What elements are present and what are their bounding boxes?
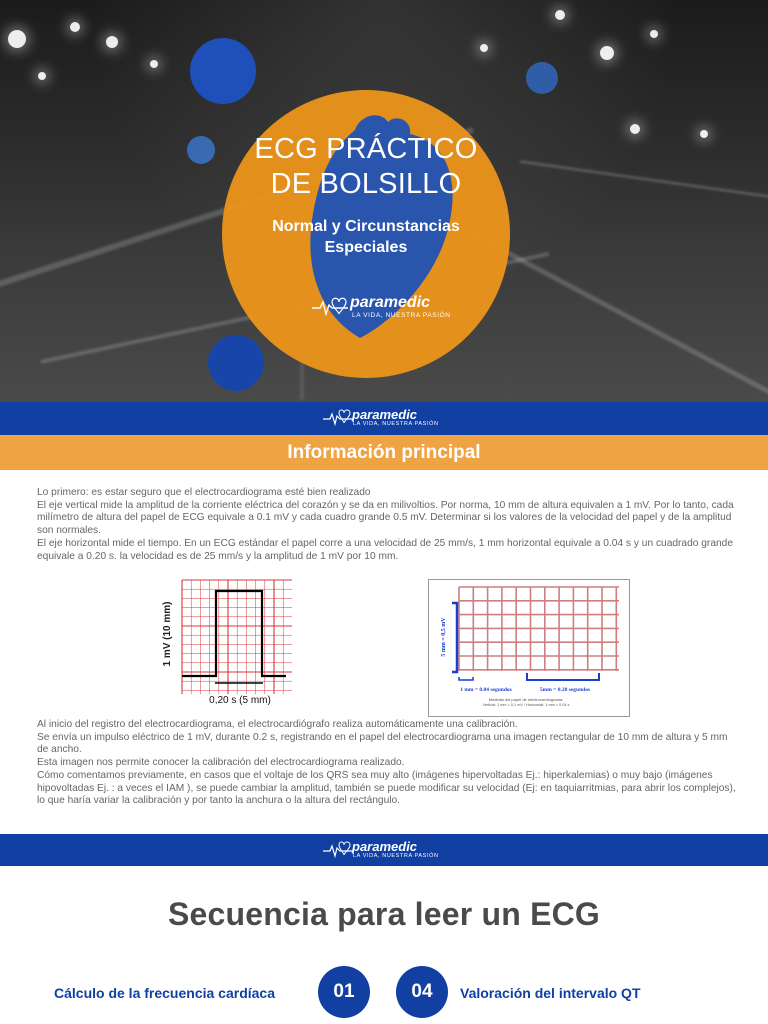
intro-line: El eje vertical mide la amplitud de la corriente eléctrica del corazón y se da en milivoltios. Por norma, 10 mm de altura equivalen a 1 mV. Por lo tanto, cada milímetro de altura del papel de ECG equivale a 0.1 mV y cada cuadro grande 0.5 mV. Determinar si los valores de la velocidad del papel y de la amplitud son normales.	[37, 499, 734, 537]
street-light	[630, 124, 640, 134]
step-number-04: 04	[396, 966, 448, 1018]
body-line: Al inicio del registro del electrocardiograma, el electrocardiógrafo realiza automáticamente una calibración.	[37, 719, 518, 730]
logo-tagline: LA VIDA, NUESTRA PASIÓN	[353, 853, 439, 859]
logo-tagline: LA VIDA, NUESTRA PASIÓN	[352, 312, 451, 319]
body-line: Se envía un impulso eléctrico de 1 mV, durante 0.2 s, registrando en el papel del electrocardiograma una imagen rectangular de 10 mm de altura y 5 mm de ancho.	[37, 731, 728, 756]
calibration-ylabel: 1 mV (10 mm)	[162, 601, 173, 667]
paper-caption: Vertical: 1 mm = 0,1 mV / Horizontal: 1 mm = 0.04 s	[482, 703, 570, 707]
street-light	[480, 44, 488, 52]
paramedic-logo	[322, 839, 452, 861]
light-streak	[520, 160, 768, 205]
step-label-heart-rate: Cálculo de la frecuencia cardíaca	[54, 985, 275, 1001]
street-light	[555, 10, 565, 20]
vertical-label: 5 mm = 0,5 mV	[441, 617, 447, 657]
big-box-label: 5mm = 0.20 segundos	[539, 687, 591, 693]
street-light	[650, 30, 658, 38]
decorative-circle	[187, 136, 215, 164]
sequence-title: Secuencia para leer un ECG	[167, 896, 601, 932]
body-text	[37, 719, 737, 808]
body-line: Esta imagen nos permite conocer la calibración del electrocardiograma realizado.	[37, 757, 405, 769]
small-box-label: 1 mm = 0.04 segundos	[460, 687, 512, 693]
street-light	[150, 60, 158, 68]
street-light	[38, 72, 46, 80]
step-label-qt-interval: Valoración del intervalo QT	[460, 985, 641, 1001]
street-light	[700, 130, 708, 138]
section-heading: Información principal	[0, 435, 768, 470]
logo-heart-icon	[322, 407, 354, 429]
decorative-circle	[190, 38, 256, 104]
cover-title: ECG PRÁCTICO DE BOLSILLO	[254, 133, 478, 200]
brand-bar	[0, 402, 768, 435]
cover-photo	[0, 0, 768, 402]
logo-tagline: LA VIDA, NUESTRA PASIÓN	[353, 421, 439, 427]
logo-wordmark: paramedic	[350, 294, 431, 311]
logo-heart-icon	[322, 839, 354, 861]
decorative-circle	[208, 335, 264, 391]
street-light	[600, 46, 614, 60]
calibration-xlabel: 0,20 s (5 mm)	[209, 695, 271, 706]
light-streak	[468, 230, 768, 402]
step-number-01: 01	[318, 966, 370, 1018]
logo-wordmark: paramedic	[352, 407, 418, 422]
ecg-paper-figure	[428, 579, 630, 717]
calibration-pulse	[182, 591, 286, 676]
street-light	[8, 30, 26, 48]
paper-caption: Medidas del papel de electrocardiograma:	[488, 697, 564, 702]
paramedic-logo	[322, 407, 452, 429]
body-line: Cómo comentamos previamente, en casos que el voltaje de los QRS sea muy alto (imágenes hipervoltadas Ej.: hiperkalemias) o muy bajo (imágenes hipovoltadas Ej. : a veces el IAM ), se puede cambiar la amplitud, también se puede modificar su velocidad (Ej: en taquiarritmias, para abrir los complejos), lo que haría variar la calibración y por tanto la anchura o la altura del rectángulo.	[37, 769, 736, 807]
cover-subtitle: Normal y Circunstancias Especiales	[272, 218, 460, 256]
paramedic-logo	[310, 294, 470, 322]
calibration-figure	[160, 576, 300, 708]
intro-line: Lo primero: es estar seguro que el electrocardiograma esté bien realizado	[37, 487, 371, 498]
logo-heart-icon	[310, 294, 350, 320]
street-light	[70, 22, 80, 32]
brand-bar	[0, 834, 768, 866]
logo-wordmark: paramedic	[352, 839, 418, 854]
intro-text	[37, 487, 737, 563]
decorative-circle	[526, 62, 558, 94]
street-light	[106, 36, 118, 48]
intro-line: El eje horizontal mide el tiempo. En un ECG estándar el papel corre a una velocidad de 25 mm/s, 1 mm horizontal equivale a 0.04 s y un cuadrado grande equivale a 0.20 s. la velocidad es de 25 mm/s y la amplitud de 1 mV por 10 mm.	[37, 537, 733, 562]
